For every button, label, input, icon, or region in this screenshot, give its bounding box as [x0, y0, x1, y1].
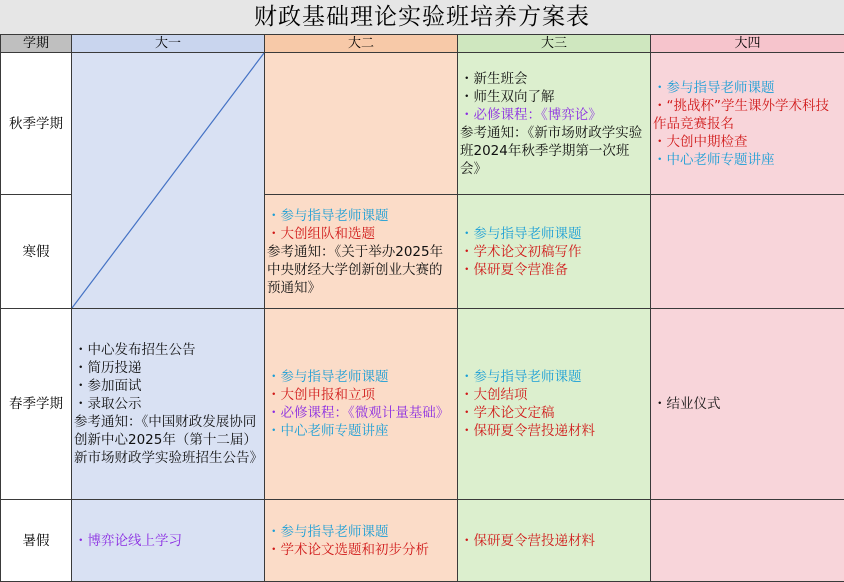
- plan-item: ・保研夏令营投递材料: [460, 532, 648, 550]
- header-year-4: 大四: [651, 35, 844, 53]
- plan-item: ・参与指导老师课题: [653, 79, 842, 97]
- term-spring: 春季学期: [1, 309, 72, 500]
- plan-item: ・中心发布招生公告: [74, 341, 262, 359]
- cell-autumn-year-3: [458, 53, 651, 195]
- plan-item: ・中心老师专题讲座: [267, 422, 455, 440]
- table-title: 财政基础理论实验班培养方案表: [0, 0, 844, 34]
- plan-item: ・师生双向了解: [460, 88, 648, 106]
- header-term: 学期: [1, 35, 72, 53]
- plan-item: ・中心老师专题讲座: [653, 151, 842, 169]
- row-spring: [1, 309, 844, 500]
- cell-autumn-year-4: [651, 53, 844, 195]
- plan-item: ・保研夏令营投递材料: [460, 422, 648, 440]
- header-year-2: 大二: [265, 35, 458, 53]
- cell-summer-year-2: [265, 500, 458, 582]
- plan-item: 参考通知：《中国财政发展协同创新中心2025年（第十二届）新市场财政学实验班招生公告》: [74, 413, 262, 467]
- plan-item: ・参与指导老师课题: [267, 207, 455, 225]
- plan-item: ・必修课程：《博弈论》: [460, 106, 648, 124]
- cell-summer-year-3: [458, 500, 651, 582]
- plan-item: ・录取公示: [74, 395, 262, 413]
- header-year-3: 大三: [458, 35, 651, 53]
- plan-item: ・大创申报和立项: [267, 386, 455, 404]
- row-summer: [1, 500, 844, 582]
- plan-item: 参考通知：《关于举办2025年中央财经大学创新创业大赛的预通知》: [267, 243, 455, 297]
- header-year-1: 大一: [72, 35, 265, 53]
- term-autumn: 秋季学期: [1, 53, 72, 195]
- row-autumn: [1, 53, 844, 195]
- plan-item: ・参与指导老师课题: [460, 368, 648, 386]
- plan-item: ・学术论文选题和初步分析: [267, 541, 455, 559]
- plan-item: ・学术论文定稿: [460, 404, 648, 422]
- diagonal-slash: [72, 53, 264, 308]
- plan-item: ・参加面试: [74, 377, 262, 395]
- plan-item: ・大创组队和选题: [267, 225, 455, 243]
- term-summer: 暑假: [1, 500, 72, 582]
- plan-item: ・必修课程：《微观计量基础》: [267, 404, 455, 422]
- cell-summer-year-4: [651, 500, 844, 582]
- cell-autumn-winter-year-1-empty: [72, 53, 265, 309]
- plan-item: ・“挑战杯”学生课外学术科技作品竞赛报名: [653, 97, 842, 133]
- plan-item: 参考通知：《新市场财政学实验班2024年秋季学期第一次班会》: [460, 124, 648, 178]
- plan-item: ・博弈论线上学习: [74, 532, 262, 550]
- cell-spring-year-1: [72, 309, 265, 500]
- term-winter: 寒假: [1, 195, 72, 309]
- cell-autumn-year-2: [265, 53, 458, 195]
- cell-spring-year-4: [651, 309, 844, 500]
- cell-spring-year-3: [458, 309, 651, 500]
- plan-item: ・新生班会: [460, 70, 648, 88]
- plan-item: ・参与指导老师课题: [267, 368, 455, 386]
- cell-spring-year-2: [265, 309, 458, 500]
- plan-item: ・大创中期检查: [653, 133, 842, 151]
- cell-summer-year-1: [72, 500, 265, 582]
- plan-item: ・保研夏令营准备: [460, 261, 648, 279]
- plan-item: ・参与指导老师课题: [267, 523, 455, 541]
- cell-winter-year-2: [265, 195, 458, 309]
- plan-item: ・大创结项: [460, 386, 648, 404]
- cell-winter-year-4: [651, 195, 844, 309]
- header-row: [1, 35, 844, 53]
- training-plan-table: [0, 34, 844, 582]
- plan-item: ・参与指导老师课题: [460, 225, 648, 243]
- plan-item: ・学术论文初稿写作: [460, 243, 648, 261]
- plan-item: ・简历投递: [74, 359, 262, 377]
- cell-winter-year-3: [458, 195, 651, 309]
- plan-item: ・结业仪式: [653, 395, 842, 413]
